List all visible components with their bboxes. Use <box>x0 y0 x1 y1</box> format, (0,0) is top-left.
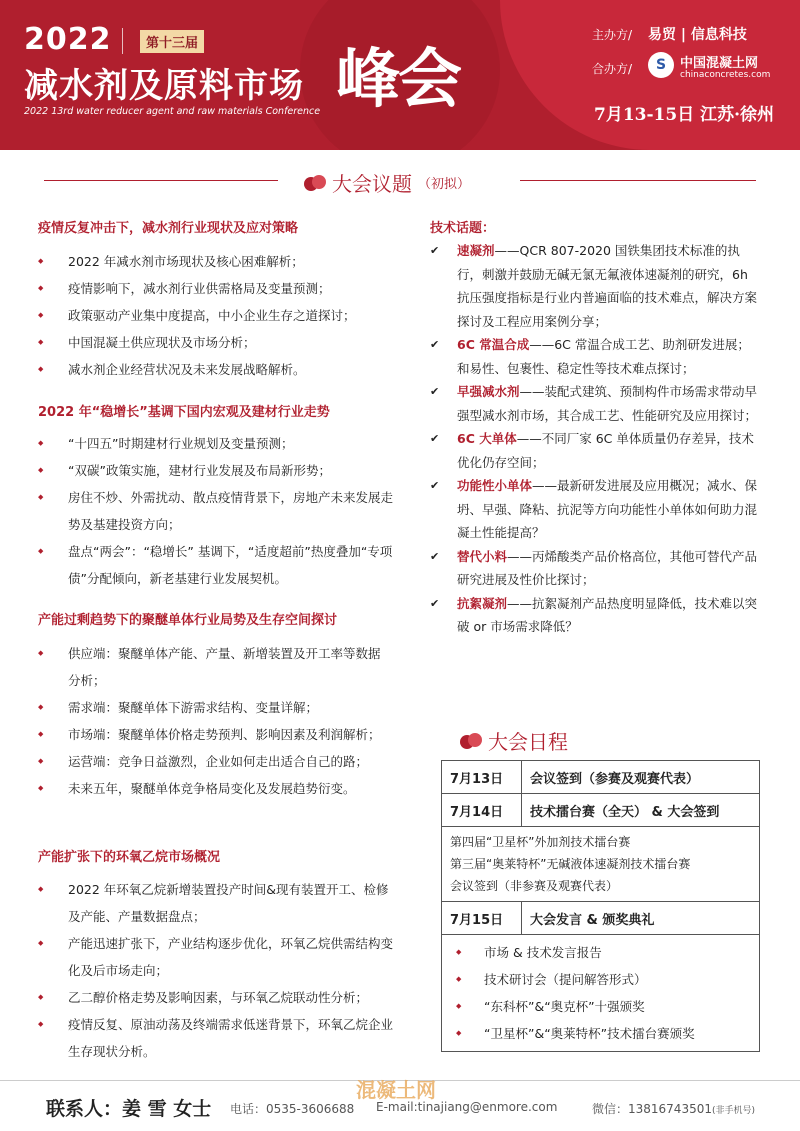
topic-heading: 产能过剩趋势下的聚醚单体行业局势及生存空间探讨 <box>38 613 338 628</box>
list-item: ◆ 2022 年减水剂市场现状及核心困难解析； <box>38 248 398 275</box>
tech-topic-text: ——6C 常温合成工艺、助剂研发进展；和易性、包裹性、稳定性等技术难点探讨； <box>457 337 750 376</box>
list-item: ◆ 供应端：聚醚单体产能、产量、新增装置及开工率等数据分析； <box>38 640 392 694</box>
topic-list <box>38 876 398 1065</box>
topic-heading: 产能扩张下的环氧乙烷市场概况 <box>38 850 221 865</box>
host-label: 主办方/ <box>592 28 633 42</box>
topic-list <box>38 430 402 592</box>
co-host-label: 合办方/ <box>592 62 633 76</box>
tech-topic-list <box>430 239 762 639</box>
contact-phone: 电话：0535-3606688 <box>230 1102 355 1116</box>
list-item: ◆ 疫情影响下，减水剂行业供需格局及变量预测； <box>38 275 398 302</box>
tech-topic-name: 速凝剂 <box>457 243 495 258</box>
schedule-event: 技术擂台赛（全天） & 大会签到 <box>530 804 720 820</box>
tech-topic-name: 替代小料 <box>457 548 508 564</box>
schedule-table <box>441 760 760 1052</box>
list-item: ◆ “双碳”政策实施，建材行业发展及布局新形势； <box>38 457 402 484</box>
event-title: 减水剂及原料市场 <box>24 66 304 106</box>
section-bullet-icon <box>304 175 326 191</box>
topic-heading: 2022 年“稳增长”基调下国内宏观及建材行业走势 <box>38 405 330 420</box>
schedule-date: 7月13日 <box>442 761 522 793</box>
tech-topic-item <box>430 239 762 333</box>
watermark: 混凝土网 <box>356 1078 436 1102</box>
list-item: ◆ 乙二醇价格走势及影响因素，与环氧乙烷联动性分析； <box>38 984 398 1011</box>
schedule-title: 大会日程 <box>488 730 568 754</box>
tech-topic-text: ——丙烯酸类产品价格高位，其他可替代产品研究进展及性价比探讨； <box>457 548 758 587</box>
schedule-details <box>442 827 759 902</box>
list-item: ◆ “十四五”时期建材行业规划及变量预测； <box>38 430 402 457</box>
co-host-website: chinaconcretes.com <box>680 70 771 80</box>
schedule-row <box>442 761 759 794</box>
agenda-title: 大会议题 <box>332 172 412 196</box>
event-subtitle-english: 2022 13rd water reducer agent and raw materials Conference <box>24 106 321 117</box>
tech-topic-item <box>430 380 762 427</box>
list-item: ◆ “卫星杯”&“奥莱特杯”技术擂台赛颁奖 <box>456 1020 759 1047</box>
list-item: ◆ 产能迅速扩张下，产业结构逐步优化，环氧乙烷供需结构变化及后市场走向； <box>38 930 398 984</box>
event-year: 2022 <box>24 22 112 57</box>
event-date-location: 7月13-15日 江苏·徐州 <box>594 105 775 125</box>
list-item: ◆ 运营端：竞争日益激烈，企业如何走出适合自己的路； <box>38 748 392 775</box>
tech-topic-item <box>430 545 762 592</box>
tech-topic-name: 早强减水剂 <box>457 384 520 399</box>
tech-topic-text: ——QCR 807-2020 国铁集团技术标准的执行，刺激并鼓励无碱无氯无氟液体速凝剂的研究，6h 抗压强度指标是行业内普遍面临的技术难点，解决方案探讨及工程应用案例分享； <box>457 243 758 329</box>
list-item: ◆ 减水剂企业经营状况及未来发展战略解析。 <box>38 356 398 383</box>
schedule-row <box>442 902 759 935</box>
edition-badge: 第十三届 <box>140 30 204 53</box>
list-item: ◆ 政策驱动产业集中度提高，中小企业生存之道探讨； <box>38 302 398 329</box>
contact-email: E-mail:tinajiang@enmore.com <box>376 1100 558 1114</box>
list-item: ◆ 市场端：聚醚单体价格走势预判、影响因素及利润解析； <box>38 721 392 748</box>
schedule-event: 大会发言 & 颁奖典礼 <box>530 912 655 928</box>
list-item: ◆ 疫情反复、原油动荡及终端需求低迷背景下，环氧乙烷企业生存现状分析。 <box>38 1011 398 1065</box>
tech-topic-text: ——抗絮凝剂产品热度明显降低，技术难以突破 or 市场需求降低？ <box>457 595 758 634</box>
tech-topic-name: 6C 常温合成 <box>457 337 530 352</box>
list-item: ◆ 未来五年，聚醚单体竞争格局变化及发展趋势衍变。 <box>38 775 392 802</box>
tech-topic-text: ——最新研发进展及应用概况；减水、保坍、早强、降粘、抗泥等方向功能性小单体如何助力混凝土性能提高？ <box>457 478 758 540</box>
schedule-row <box>442 794 759 827</box>
schedule-date: 7月14日 <box>442 794 522 826</box>
schedule-event: 会议签到（参赛及观赛代表） <box>530 771 700 787</box>
event-title-large: 峰会 <box>336 42 460 117</box>
tech-topic-name: 6C 大单体 <box>457 431 517 446</box>
tech-topics-heading: 技术话题： <box>430 221 496 236</box>
list-item: ◆ “东科杯”&“奥克杯”十强颁奖 <box>456 993 759 1020</box>
tech-topic-text: ——装配式建筑、预制构件市场需求带动早强型减水剂市场，其合成工艺、性能研究及应用探讨； <box>457 384 758 423</box>
host-names: 易贸 | 信息科技 <box>648 27 747 43</box>
list-item: ◆ 2022 年环氧乙烷新增装置投产时间&现有装置开工、检修及产能、产量数据盘点； <box>38 876 398 930</box>
wechat-note: (非手机号) <box>711 1106 756 1116</box>
topic-heading: 疫情反复冲击下，减水剂行业现状及应对策略 <box>38 221 299 236</box>
agenda-section-title <box>304 168 470 197</box>
schedule-section-title <box>460 726 568 755</box>
tech-topic-item <box>430 427 762 474</box>
contact-wechat <box>592 1100 755 1117</box>
tech-topic-item <box>430 474 762 545</box>
section-rule-right <box>520 180 756 181</box>
section-rule-left <box>44 180 278 181</box>
schedule-date: 7月15日 <box>442 902 522 934</box>
tech-topic-text: ——不同厂家 6C 单体质量仍存差异，技术优化仍存空间； <box>457 431 754 470</box>
contact-person: 联系人：姜 雪 女士 <box>46 1098 212 1120</box>
schedule-detail-line: 第三届“奥莱特杯”无碱液体速凝剂技术擂台赛 <box>450 857 691 871</box>
list-item: ◆ 盘点“两会”：“稳增长” 基调下，“适度超前”热度叠加“专项债”分配倾向，新老基建行业发展契机。 <box>38 538 402 592</box>
schedule-detail-line: 会议签到（非参赛及观赛代表） <box>450 879 619 893</box>
list-item: ◆ 市场 & 技术发言报告 <box>456 939 759 966</box>
schedule-details-list <box>442 935 759 1051</box>
list-item: ◆ 房住不炒、外需扰动、散点疫情背景下，房地产未来发展走势及基建投资方向； <box>38 484 402 538</box>
conference-header <box>0 0 800 150</box>
list-item: ◆ 技术研讨会（提问解答形式） <box>456 966 759 993</box>
tech-topic-item <box>430 592 762 639</box>
agenda-subtitle: （初拟） <box>418 177 471 192</box>
list-item: ◆ 中国混凝土供应现状及市场分析； <box>38 329 398 356</box>
schedule-detail-line: 第四届“卫星杯”外加剂技术擂台赛 <box>450 835 631 849</box>
topic-list <box>38 640 392 802</box>
tech-topic-name: 抗絮凝剂 <box>457 595 508 611</box>
list-item: ◆ 需求端：聚醚单体下游需求结构、变量详解； <box>38 694 392 721</box>
tech-topic-item <box>430 333 762 380</box>
tech-topic-name: 功能性小单体 <box>457 478 533 493</box>
wechat-id: 微信：13816743501 <box>592 1102 712 1116</box>
section-bullet-icon <box>460 733 482 749</box>
co-host-name: 中国混凝土网 <box>680 56 759 71</box>
topic-list <box>38 248 398 383</box>
header-divider <box>122 28 123 54</box>
chinaconcretes-logo-icon: S <box>648 52 674 78</box>
